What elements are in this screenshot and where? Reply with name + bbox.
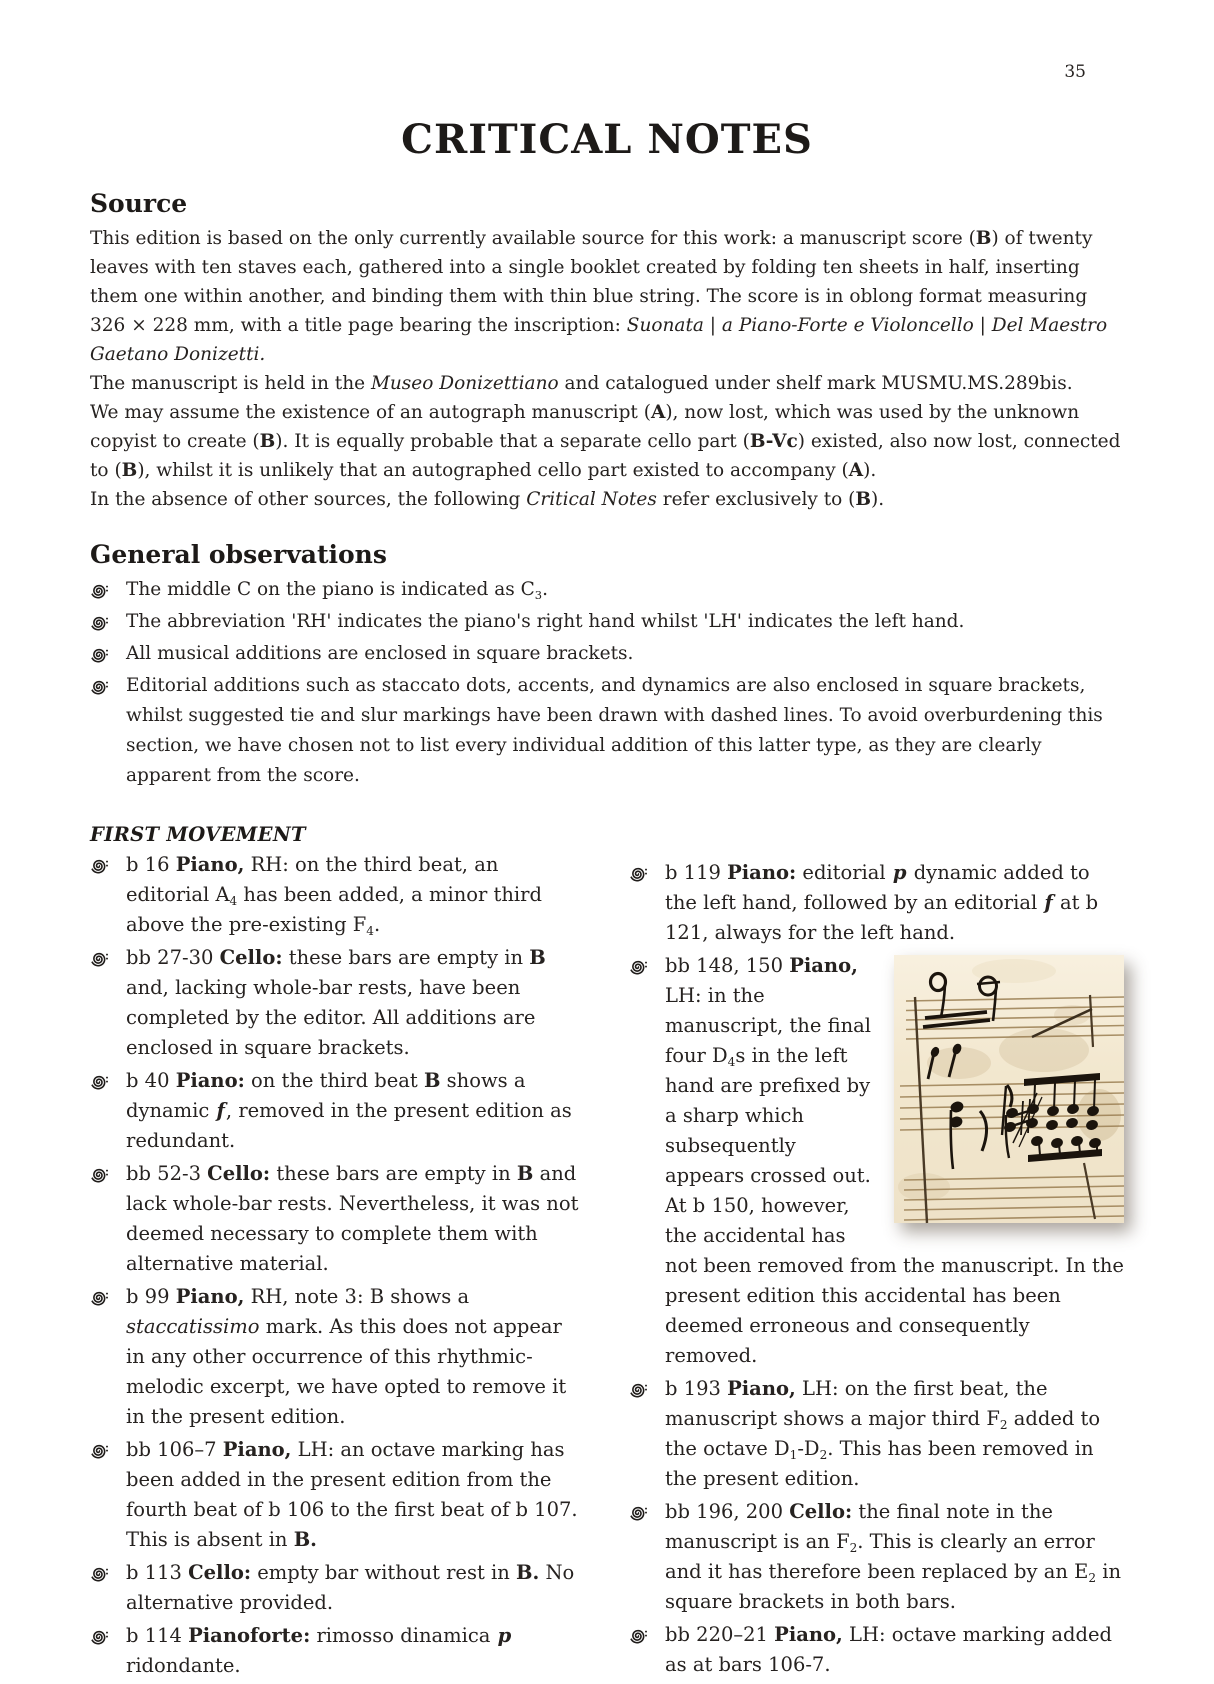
- text-segment: at b 121, always for the left hand.: [665, 891, 1099, 944]
- first-movement-heading: FIRST MOVEMENT: [90, 823, 306, 846]
- bullet-marker: [90, 1435, 126, 1460]
- text-segment: LH: in the manuscript, the final four D: [665, 984, 871, 1067]
- general-observations-list: [90, 575, 1124, 791]
- text-segment: LH: on the first beat, the manuscript shows a major third F: [665, 1377, 1048, 1430]
- note-item: [90, 1558, 585, 1618]
- text-segment: bb 220–21: [665, 1623, 775, 1646]
- note-item-text: [126, 943, 585, 1063]
- note-item-text: [665, 1497, 1124, 1617]
- note-item-text: [126, 639, 1124, 669]
- text-segment: LH: octave marking added as at bars 106-7.: [665, 1623, 1112, 1676]
- text-segment: bb 196, 200: [665, 1500, 790, 1523]
- spiral-bullet-icon: [629, 1626, 648, 1645]
- text-segment-sub: 4: [727, 1054, 736, 1069]
- spiral-bullet-icon: [90, 1564, 109, 1583]
- text-segment-b: B: [855, 489, 872, 510]
- bullet-marker: [90, 850, 126, 875]
- note-item-text: [126, 607, 1124, 637]
- text-segment: The abbreviation 'RH' indicates the piano's right hand whilst 'LH' indicates the left hand.: [126, 611, 965, 632]
- bullet-marker: [90, 1558, 126, 1583]
- text-segment: No alternative provided.: [126, 1561, 575, 1614]
- note-item-text: [126, 671, 1124, 791]
- note-item-text: [126, 1066, 585, 1156]
- bullet-marker: [90, 1621, 126, 1646]
- text-segment: ridondante.: [126, 1654, 241, 1677]
- note-item: [90, 575, 1124, 605]
- note-item: [629, 1374, 1124, 1494]
- text-segment-b: B: [121, 460, 138, 481]
- text-segment: and, lacking whole-bar rests, have been completed by the editor. All additions are enclosed in square brackets.: [126, 976, 536, 1059]
- text-segment-b: Piano,: [727, 1377, 796, 1400]
- text-segment-dyn: p: [497, 1624, 512, 1647]
- text-segment-b: B: [423, 1069, 441, 1092]
- text-segment-b: Piano,: [774, 1623, 843, 1646]
- note-item-text: [126, 575, 1124, 605]
- paragraph: [90, 485, 1124, 514]
- text-segment: and lack whole-bar rests. Nevertheless, it was not deemed necessary to complete them with alternative material.: [126, 1162, 579, 1275]
- text-segment: Editorial additions such as staccato dots, accents, and dynamics are also enclosed in square brackets, whilst suggested tie and slur markings have been drawn with dashed lines. To avoid overburdening this section, we have chosen not to list every individual addition of this latter type, as they are clearly apparent from the score.: [126, 675, 1103, 786]
- text-segment: has been added, a minor third above the pre-existing F: [126, 883, 542, 936]
- text-segment-b: A: [848, 460, 864, 481]
- text-segment: RH: on the third beat, an editorial A: [126, 853, 499, 906]
- text-segment-dyn: f: [1044, 891, 1053, 914]
- spiral-bullet-icon: [90, 645, 109, 664]
- text-segment-b: Piano,: [222, 1438, 292, 1461]
- text-segment: bb 27-30: [126, 946, 220, 969]
- text-segment: b 113: [126, 1561, 189, 1584]
- text-segment-b: Pianoforte:: [188, 1624, 311, 1647]
- note-item-text: [665, 1620, 1124, 1680]
- text-segment: in square brackets in both bars.: [665, 1560, 1122, 1613]
- note-item: [629, 1620, 1124, 1680]
- general-observations-heading: General observations: [90, 540, 387, 569]
- text-segment-b: Piano,: [175, 1285, 245, 1308]
- text-segment: dynamic added to the left hand, followed by an editorial: [665, 861, 1090, 914]
- note-item: [90, 671, 1124, 791]
- bullet-marker: [629, 1374, 665, 1399]
- bullet-marker: [90, 671, 126, 696]
- text-segment: b 114: [126, 1624, 189, 1647]
- text-segment-sub: 1: [789, 1447, 798, 1462]
- spiral-bullet-icon: [90, 581, 109, 600]
- text-segment: on the third beat: [244, 1069, 424, 1092]
- spiral-bullet-icon: [90, 1165, 109, 1184]
- note-item-text: [665, 1374, 1124, 1494]
- text-segment: b 119: [665, 861, 728, 884]
- spiral-bullet-icon: [90, 1441, 109, 1460]
- text-segment: and catalogued under shelf mark MUSMU.MS.289bis.: [558, 373, 1073, 394]
- spiral-bullet-icon: [629, 957, 648, 976]
- text-segment-i: Suonata | a Piano-Forte e Violoncello | Del Maestro Gaetano Donizetti.: [90, 315, 1108, 365]
- text-segment-sub: 2: [1088, 1570, 1097, 1585]
- note-item: [629, 858, 1124, 948]
- spiral-bullet-icon: [629, 1503, 648, 1522]
- spiral-bullet-icon: [629, 864, 648, 883]
- first-movement-section: [90, 823, 1124, 1684]
- text-segment: bb 148, 150: [665, 954, 790, 977]
- source-heading: Source: [90, 189, 188, 218]
- note-item: [90, 607, 1124, 637]
- text-segment: ).: [871, 489, 885, 510]
- text-segment-b: B.: [516, 1561, 540, 1584]
- bullet-marker: [629, 1620, 665, 1645]
- spiral-bullet-icon: [90, 856, 109, 875]
- bullet-marker: [90, 1159, 126, 1184]
- text-segment: RH, note 3: B shows a: [244, 1285, 470, 1308]
- bullet-marker: [90, 1282, 126, 1307]
- text-segment: the final note in the manuscript is an F: [665, 1500, 1053, 1553]
- text-segment: . This is clearly an error and it has therefore been replaced by an E: [665, 1530, 1095, 1583]
- text-segment: b 99: [126, 1285, 176, 1308]
- text-segment: mark. As this does not appear in any other occurrence of this rhythmic-melodic excerpt, we have opted to remove it in the present edition.: [126, 1315, 567, 1428]
- text-segment: b 193: [665, 1377, 728, 1400]
- note-item: [90, 1066, 585, 1156]
- first-movement-right-column: [629, 823, 1124, 1684]
- text-segment: shows a dynamic: [126, 1069, 526, 1122]
- bullet-marker: [90, 639, 126, 664]
- text-segment: added to the octave D: [665, 1407, 1101, 1460]
- note-item: [629, 1497, 1124, 1617]
- first-movement-right-list: [629, 858, 1124, 1680]
- note-item-text: [126, 1621, 585, 1681]
- text-segment-dyn: f: [216, 1099, 225, 1122]
- text-segment-b: Piano,: [175, 853, 245, 876]
- text-segment: LH: an octave marking has been added in the present edition from the fourth beat of b 106 to the first beat of b 107. This is absent in: [126, 1438, 578, 1551]
- note-item-text: [126, 1435, 585, 1555]
- text-segment: In the absence of other sources, the following: [90, 489, 527, 510]
- text-segment: .: [373, 913, 381, 936]
- spiral-bullet-icon: [90, 1072, 109, 1091]
- text-segment-b: Piano,: [789, 954, 858, 977]
- note-item: [90, 1159, 585, 1279]
- text-segment: s in the left hand are prefixed by a sharp which subsequently appears crossed out. At b 150, however, the accidental has not been removed from the manuscript. In the present edition this accidental has been deemed erroneous and consequently removed.: [665, 1044, 1124, 1367]
- note-item: [629, 951, 1124, 1371]
- text-segment-b: Cello:: [188, 1561, 252, 1584]
- bullet-marker: [629, 951, 665, 976]
- text-segment-dyn: p: [892, 861, 907, 884]
- note-item-text: [126, 1558, 585, 1618]
- text-segment: All musical additions are enclosed in square brackets.: [126, 643, 634, 664]
- note-item: [90, 1282, 585, 1432]
- text-segment-i: staccatissimo: [126, 1315, 260, 1338]
- text-segment: these bars are empty in: [282, 946, 530, 969]
- paragraph: [90, 398, 1124, 485]
- text-segment-sub: 4: [366, 923, 374, 938]
- page-title: CRITICAL NOTES: [401, 116, 813, 163]
- bullet-marker: [629, 1497, 665, 1522]
- text-segment: .: [542, 579, 548, 600]
- spiral-bullet-icon: [90, 613, 109, 632]
- text-segment: The middle C on the piano is indicated as C: [126, 579, 535, 600]
- text-segment-b: B-Vc: [749, 431, 798, 452]
- text-segment-b: B: [259, 431, 276, 452]
- text-segment-b: A: [650, 402, 666, 423]
- note-item: [90, 1435, 585, 1555]
- bullet-marker: [90, 943, 126, 968]
- manuscript-image: [894, 955, 1124, 1223]
- spiral-bullet-icon: [90, 1627, 109, 1646]
- text-segment-i: Critical Notes: [526, 489, 657, 510]
- note-item: [90, 850, 585, 940]
- note-item: [90, 943, 585, 1063]
- text-segment-i: Museo Donizettiano: [370, 373, 559, 394]
- note-item: [90, 1621, 585, 1681]
- spiral-bullet-icon: [90, 949, 109, 968]
- text-segment-b: B: [529, 946, 546, 969]
- text-segment: b 16: [126, 853, 176, 876]
- bullet-marker: [90, 575, 126, 600]
- text-segment: The manuscript is held in the: [90, 373, 371, 394]
- text-segment: . This has been removed in the present edition.: [665, 1437, 1094, 1490]
- note-item-text: [126, 1282, 585, 1432]
- paragraph: [90, 224, 1124, 369]
- note-item-text: [126, 1159, 585, 1279]
- note-item-text: [665, 951, 1124, 1371]
- paragraph: [90, 369, 1124, 398]
- text-segment: -D: [797, 1437, 820, 1460]
- text-segment: ), now lost, which was used by the unknown copyist to create (: [90, 402, 1080, 452]
- general-observations-section: [90, 540, 1124, 791]
- text-segment: refer exclusively to (: [656, 489, 856, 510]
- text-segment: rimosso dinamica: [310, 1624, 497, 1647]
- text-segment-sub: 2: [999, 1417, 1008, 1432]
- note-item: [90, 639, 1124, 669]
- manuscript-figure-svg: [894, 955, 1124, 1223]
- page-number: 35: [1064, 62, 1086, 82]
- text-segment-b: B: [975, 228, 992, 249]
- spiral-bullet-icon: [629, 1380, 648, 1399]
- text-segment: editorial: [796, 861, 892, 884]
- text-segment-sub: 3: [534, 587, 543, 602]
- text-segment: b 40: [126, 1069, 176, 1092]
- spiral-bullet-icon: [90, 1288, 109, 1307]
- text-segment: these bars are empty in: [270, 1162, 517, 1185]
- note-item-text: [126, 850, 585, 940]
- text-segment: ) existed, also now lost, connected to (: [90, 431, 1121, 481]
- source-section: [90, 189, 1124, 514]
- text-segment: bb 106–7: [126, 1438, 223, 1461]
- bullet-marker: [90, 1066, 126, 1091]
- first-movement-left-list: [90, 850, 585, 1681]
- text-segment: , removed in the present edition as redundant.: [126, 1099, 572, 1152]
- text-segment-sub: 2: [849, 1540, 858, 1555]
- text-segment: bb 52-3: [126, 1162, 208, 1185]
- text-segment-sub: 2: [819, 1447, 828, 1462]
- bullet-marker: [629, 858, 665, 883]
- text-segment-b: B.: [293, 1528, 317, 1551]
- bullet-marker: [90, 607, 126, 632]
- text-segment: empty bar without rest in: [251, 1561, 517, 1584]
- text-segment-b: Cello:: [789, 1500, 853, 1523]
- text-segment-b: Cello:: [207, 1162, 271, 1185]
- text-segment-b: Cello:: [219, 946, 283, 969]
- text-segment: We may assume the existence of an autograph manuscript (: [90, 402, 651, 423]
- text-segment: ), whilst it is unlikely that an autographed cello part existed to accompany (: [137, 460, 849, 481]
- spiral-bullet-icon: [90, 677, 109, 696]
- text-segment-sub: 4: [229, 893, 238, 908]
- note-item-text: [665, 858, 1124, 948]
- text-segment-b: Piano:: [175, 1069, 245, 1092]
- text-segment: ).: [863, 460, 877, 481]
- source-paragraphs: [90, 224, 1124, 514]
- text-segment: ). It is equally probable that a separate cello part (: [275, 431, 750, 452]
- first-movement-left-column: [90, 823, 585, 1684]
- text-segment: ) of twenty leaves with ten staves each, gathered into a single booklet created by folding ten sheets in half, inserting them one within another, and binding them with thin blue string. The score is in oblong format measuring 326 × 228 mm, with a title page bearing the inscription:: [90, 228, 1093, 336]
- text-segment-b: Piano:: [727, 861, 797, 884]
- text-segment: This edition is based on the only currently available source for this work: a manuscript score (: [90, 228, 976, 249]
- text-segment-b: B: [516, 1162, 534, 1185]
